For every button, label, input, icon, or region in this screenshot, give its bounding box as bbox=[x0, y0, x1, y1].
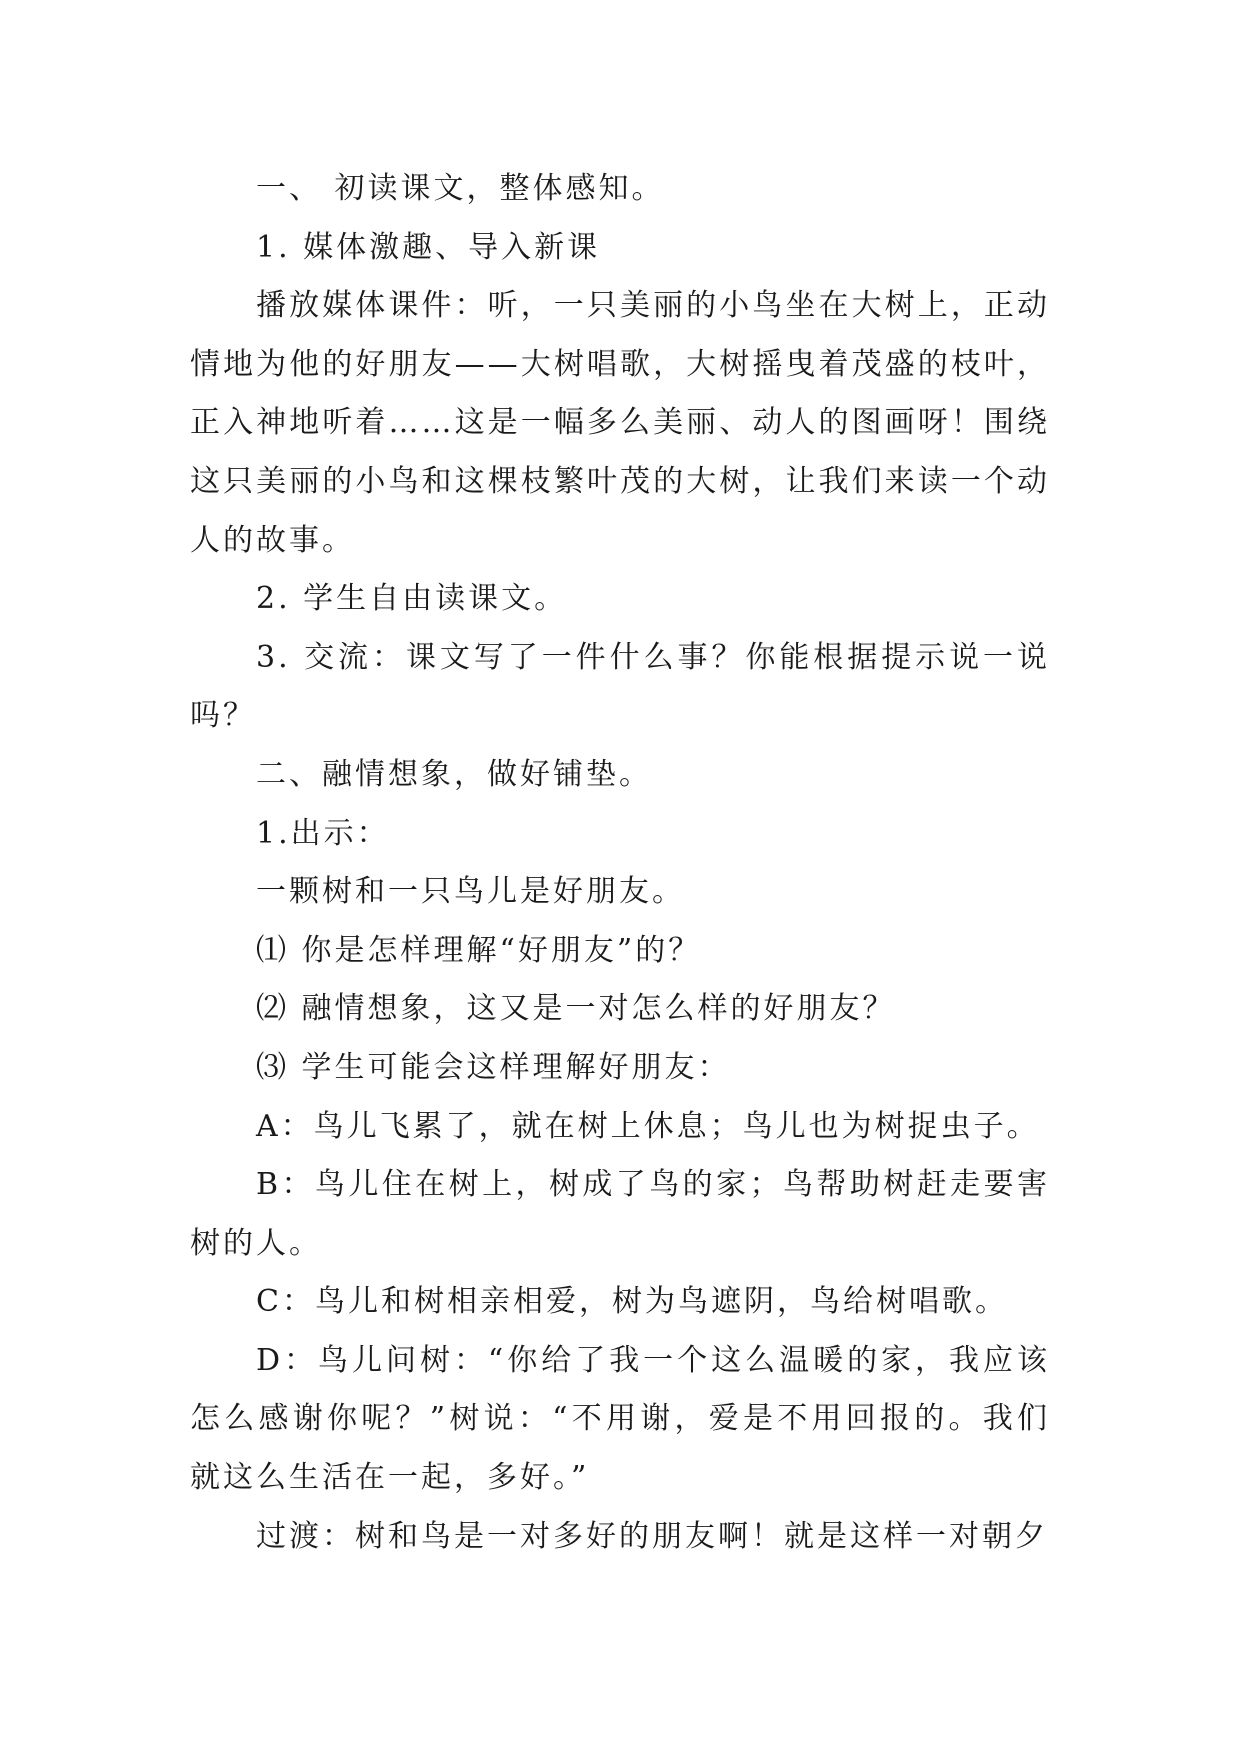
document-body bbox=[190, 160, 1050, 1566]
question-item: ⑵ 融情想象，这又是一对怎么样的好朋友？ bbox=[256, 991, 896, 1027]
section-heading-1: 一、 初读课文，整体感知。 bbox=[256, 171, 665, 206]
question-item: ⑴ 你是怎样理解“好朋友”的？ bbox=[256, 932, 702, 968]
answer-option: C：鸟儿和树相亲相爱，树为鸟遮阴，鸟给树唱歌。 bbox=[256, 1284, 1008, 1320]
answer-option: A：鸟儿飞累了，就在树上休息；鸟儿也为树捉虫子。 bbox=[256, 1108, 1040, 1144]
step-heading: 2. 学生自由读课文。 bbox=[256, 581, 568, 617]
answer-option: B：鸟儿住在树上，树成了鸟的家；鸟帮助树赶走要害树的人。 bbox=[190, 1167, 1050, 1261]
body-paragraph: 过渡：树和鸟是一对多好的朋友啊！就是这样一对朝夕 bbox=[256, 1518, 1048, 1554]
answer-option: D：鸟儿问树：“你给了我一个这么温暖的家，我应该怎么感谢你呢？”树说：“不用谢，爱是不用回报的。我们就这么生活在一起，多好。” bbox=[190, 1342, 1050, 1496]
body-paragraph: 播放媒体课件：听，一只美丽的小鸟坐在大树上，正动情地为他的好朋友——大树唱歌，大树摇曳着茂盛的枝叶，正入神地听着……这是一幅多么美丽、动人的图画呀！围绕这只美丽的小鸟和这棵枝繁叶茂的大树，让我们来读一个动人的故事。 bbox=[190, 288, 1050, 558]
body-paragraph: 一颗树和一只鸟儿是好朋友。 bbox=[256, 874, 685, 910]
section-heading-2: 二、融情想象，做好铺垫。 bbox=[256, 756, 652, 792]
step-heading: 1.出示： bbox=[256, 815, 390, 851]
step-heading: 3. 交流：课文写了一件什么事？你能根据提示说一说吗？ bbox=[190, 639, 1050, 734]
step-heading: 1. 媒体激趣、导入新课 bbox=[256, 229, 601, 265]
question-item: ⑶ 学生可能会这样理解好朋友： bbox=[256, 1049, 731, 1085]
